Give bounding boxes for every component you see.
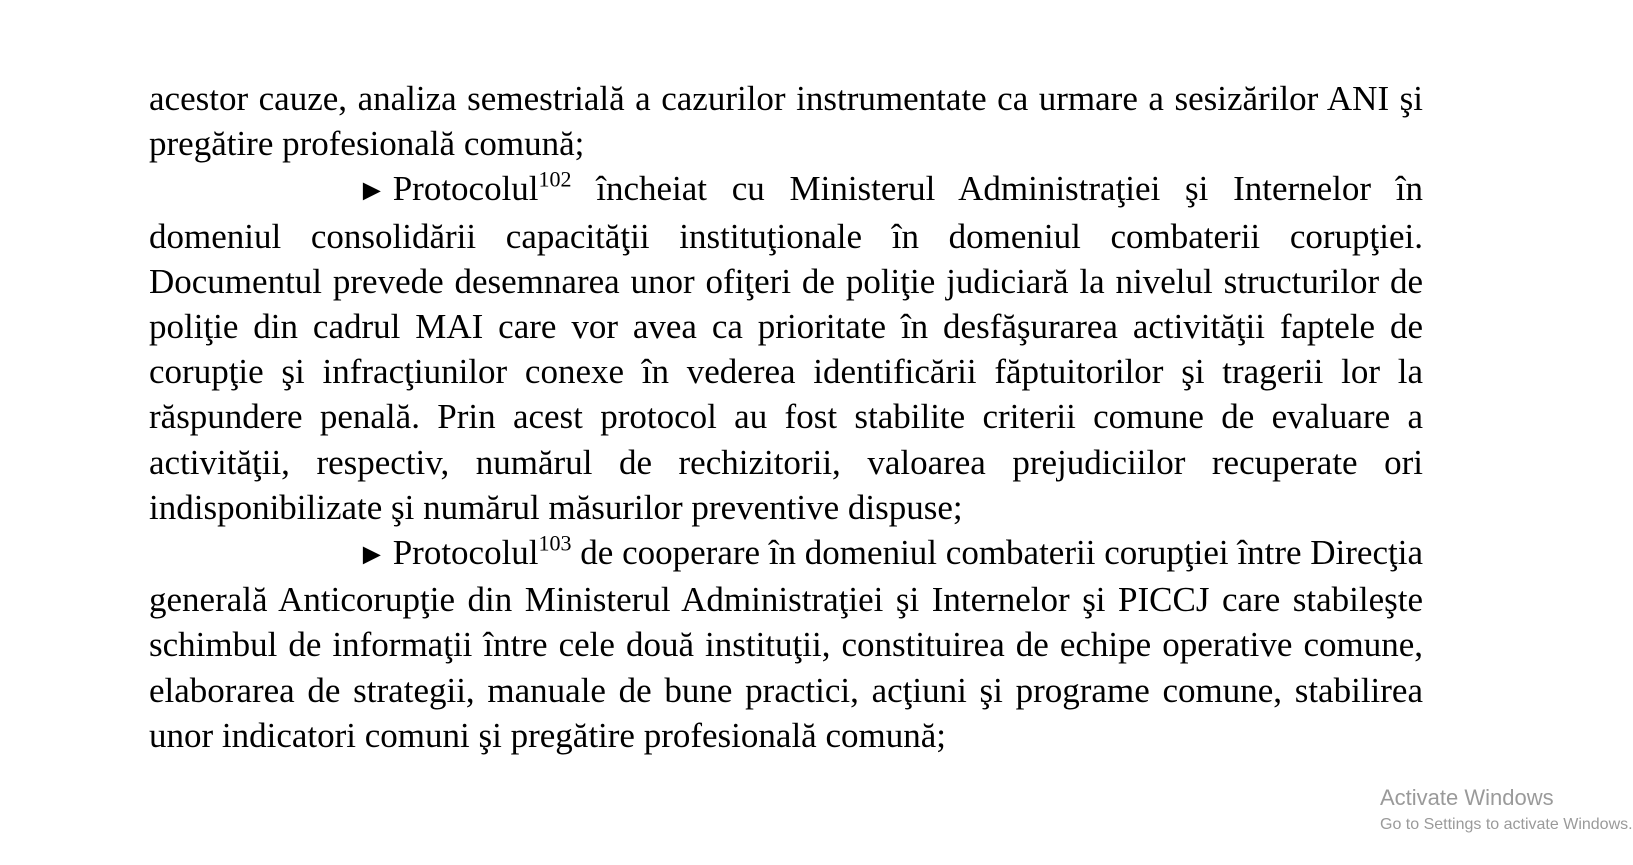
- paragraph-protocol-103: [149, 530, 1423, 758]
- paragraph-text: încheiat cu Ministerul Administraţiei şi Internelor în domeniul consolidării capacităţii instituţionale în domeniul combaterii corupţiei. Documentul prevede desemnarea unor ofiţeri de poliţie judiciară la nivelul structurilor de poliţie din cadrul MAI care vor avea ca prioritate în desfăşurarea activităţii faptele de corupţie şi infracţiunilor conexe în vederea identificării făptuitorilor şi tragerii lor la răspundere penală. Prin acest protocol au fost stabilite criterii comune de evaluare a activităţii, respectiv, numărul de rechizitorii, valoarea prejudiciilor recuperate ori indisponibilizate şi numărul măsurilor preventive dispuse;: [149, 169, 1423, 527]
- watermark-title: Activate Windows: [1380, 785, 1554, 810]
- footnote-reference[interactable]: 102: [538, 166, 572, 192]
- bullet-triangle-icon: ►: [357, 174, 387, 208]
- bullet-triangle-icon: ►: [357, 538, 387, 572]
- paragraph-text: de cooperare în domeniul combaterii corupţiei între Direcţia generală Anticorupţie din Ministerul Administraţiei şi Internelor şi PICCJ care stabileşte schimbul de informaţii între cele două instituţii, constituirea de echipe operative comune, elaborarea de strategii, manuale de bune practici, acţiuni şi programe comune, stabilirea unor indicatori comuni şi pregătire profesională comună;: [149, 533, 1423, 755]
- watermark-subtitle: Go to Settings to activate Windows.: [1380, 816, 1633, 833]
- protocol-lead: Protocolul: [392, 169, 539, 209]
- paragraph-protocol-102: [149, 166, 1423, 530]
- document-page: [149, 76, 1423, 758]
- paragraph-continuation: [149, 76, 1423, 166]
- activate-windows-watermark: [1380, 784, 1633, 838]
- paragraph-text: acestor cauze, analiza semestrială a cazurilor instrumentate ca urmare a sesizărilor ANI şi pregătire profesională comună;: [149, 79, 1423, 164]
- footnote-reference[interactable]: 103: [538, 530, 572, 556]
- protocol-lead: Protocolul: [392, 533, 539, 573]
